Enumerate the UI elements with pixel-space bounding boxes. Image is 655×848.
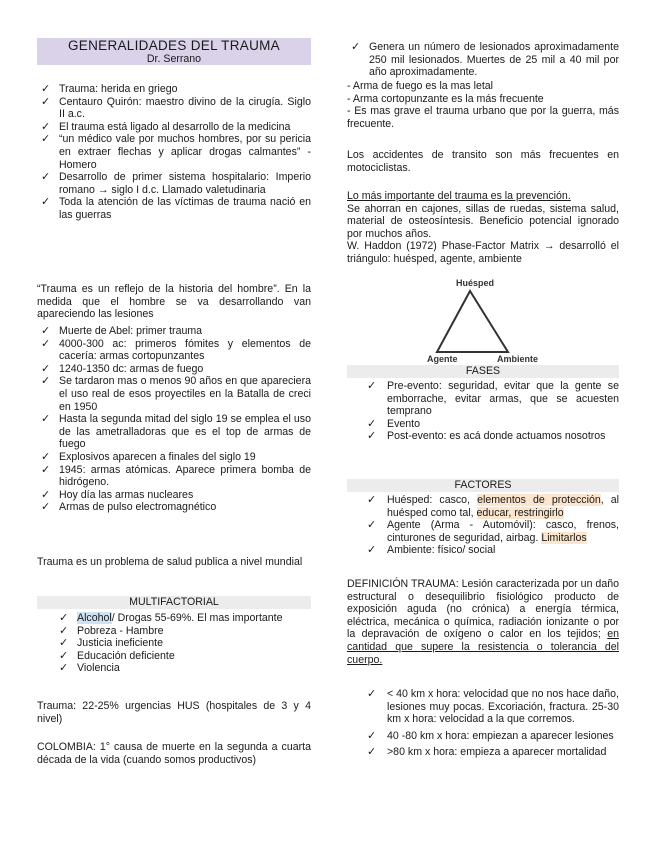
list-item: ✓ >80 km x hora: empieza a aparecer mortalidad	[367, 746, 607, 759]
checkmark-icon: ✓	[41, 120, 51, 133]
page-title: GENERALIDADES DEL TRAUMA	[67, 38, 280, 53]
factores-header: FACTORES	[347, 479, 619, 492]
highlighted-text: educar, restringirlo	[476, 506, 564, 519]
list-item: ✓ Explosivos aparecen a finales del siglo 19	[41, 450, 256, 463]
checkmark-icon: ✓	[41, 95, 51, 108]
checkmark-icon: ✓	[41, 488, 51, 501]
list-item: ✓ 1240-1350 dc: armas de fuego	[41, 362, 204, 375]
list-item: ✓ Post-evento: es acá donde actuamos nosotros	[367, 430, 606, 443]
list-item: ✓ Ambiente: físico/ social	[367, 544, 496, 557]
history-list	[37, 325, 311, 514]
list-item: ✓ Trauma: herida en griego	[41, 83, 178, 95]
checkmark-icon: ✓	[41, 196, 51, 209]
public-health-paragraph: Trauma es un problema de salud publica a nivel mundial	[37, 556, 303, 568]
prevention-section	[347, 190, 619, 266]
list-item: ✓ Evento	[367, 417, 420, 430]
urgencias-paragraph: Trauma: 22-25% urgencias HUS (hospitales de 3 y 4 nivel)	[37, 700, 311, 725]
weapon-notes	[347, 80, 619, 130]
checkmark-icon: ✓	[41, 501, 51, 514]
intro-list	[37, 83, 311, 222]
list-item: ✓ Hoy día las armas nucleares	[41, 488, 194, 501]
list-item: ✓ Justicia ineficiente	[59, 637, 163, 650]
checkmark-icon: ✓	[59, 612, 69, 624]
note-line: - Arma de fuego es la mas letal	[347, 80, 494, 92]
checkmark-icon: ✓	[367, 519, 377, 532]
checkmark-icon: ✓	[59, 624, 69, 637]
checkmark-icon: ✓	[367, 380, 377, 392]
checkmark-icon: ✓	[367, 729, 377, 742]
list-item: ✓ Violencia	[59, 662, 120, 675]
checkmark-icon: ✓	[41, 133, 51, 146]
list-item: ✓ “un médico vale por muchos hombres, por su pericia en extraer flechas y aplicar drogas calmantes” -Homero	[41, 133, 311, 171]
list-item: ✓ 40 -80 km x hora: empiezan a aparecer lesiones	[367, 729, 614, 742]
accidents-paragraph: Los accidentes de transito son más frecuentes en motociclistas.	[347, 149, 619, 174]
checkmark-icon: ✓	[59, 649, 69, 662]
list-item: ✓ Pobreza - Hambre	[59, 624, 164, 637]
list-item: ✓ Alcohol/ Drogas 55-69%. El mas importante	[59, 612, 283, 624]
factores-list	[347, 494, 619, 557]
list-item: ✓ Toda la atención de las víctimas de trauma nació en las guerras	[41, 196, 311, 221]
list-item: ✓ Desarrollo de primer sistema hospitalario: Imperio romano → siglo I d.c. Llamado valetudinaria	[41, 171, 311, 196]
fases-header: FASES	[347, 365, 619, 378]
list-item: ✓ < 40 km x hora: velocidad que no nos hace daño, lesiones muy pocas. Excoriación, fractura. 25-30 km x hora: velocidad a la que corremos.	[367, 688, 619, 726]
highlighted-text: elementos de protección	[477, 494, 601, 506]
prevention-heading: Lo más importante del trauma es la prevención.	[347, 190, 571, 202]
highlighted-text: Limitarlos	[541, 531, 587, 544]
prevention-text: Se ahorran en cajones, sillas de ruedas, sistema salud, material de osteosíntesis. Beneficio potencial ignorado por muchos años.	[347, 202, 619, 240]
list-item: ✓ Armas de pulso electromagnético	[41, 501, 217, 514]
checkmark-icon: ✓	[41, 337, 51, 350]
list-item: ✓ Huésped: casco, elementos de protección, al huésped como tal, educar, restringirlo	[367, 494, 619, 519]
checkmark-icon: ✓	[41, 413, 51, 426]
checkmark-icon: ✓	[41, 463, 51, 476]
checkmark-icon: ✓	[367, 494, 377, 506]
list-item: ✓ 1945: armas atómicas. Aparece primera bomba de hidrógeno.	[41, 463, 311, 489]
checkmark-icon: ✓	[41, 362, 51, 375]
highlighted-text: Alcohol	[77, 612, 112, 624]
list-item: ✓ Hasta la segunda mitad del siglo 19 se emplea el uso de las ametralladoras que es el top de armas de fuego	[41, 413, 311, 451]
list-item: ✓ Agente (Arma - Automóvil): casco, frenos, cinturones de seguridad, airbag. Limitarlos	[367, 519, 619, 544]
document-header	[37, 38, 311, 65]
checkmark-icon: ✓	[41, 450, 51, 463]
list-item: ✓ Pre-evento: seguridad, evitar que la gente se emborrache, evitar armas, que se acuesten temprano	[367, 380, 619, 418]
triangle-label-agente: Agente	[427, 354, 458, 364]
underlined-text: en cantidad que supere la resistencia o tolerancia del cuerpo.	[347, 628, 619, 666]
checkmark-icon: ✓	[59, 637, 69, 650]
list-item: ✓ Genera un número de lesionados aproximadamente 250 mil lesionados. Muertes de 25 mil a 40 mil por año aproximadamente.	[351, 41, 619, 79]
triangle-label-huesped: Huésped	[456, 278, 495, 288]
checkmark-icon: ✓	[41, 325, 51, 337]
triangle-shape	[437, 291, 508, 352]
checkmark-icon: ✓	[367, 688, 377, 700]
multifactorial-header: MULTIFACTORIAL	[37, 596, 311, 609]
author: Dr. Serrano	[146, 53, 202, 65]
note-line: - Arma cortopunzante es la más frecuente	[347, 92, 544, 105]
checkmark-icon: ✓	[351, 41, 361, 53]
haddon-triangle	[347, 276, 619, 364]
checkmark-icon: ✓	[367, 544, 377, 557]
list-item: ✓ Se tardaron mas o menos 90 años en que apareciera el uso real de esos proyectiles en la Batalla de creci en 1950	[41, 375, 311, 413]
checkmark-icon: ✓	[59, 662, 69, 675]
definicion-paragraph: DEFINICIÓN TRAUMA: Lesión caracterizada por un daño estructural o desequilibrio fisiológico producto de exposición aguda (no crónica) a energía térmica, eléctrica, mecánica o química, radiación ionizante o por la depravación de oxígeno o calor en los tejidos; en cantidad que supere la resistencia o tolerancia del cuerpo.	[347, 578, 619, 666]
list-item: ✓ Muerte de Abel: primer trauma	[41, 325, 203, 337]
haddon-text: W. Haddon (1972) Phase-Factor Matrix → desarrolló el triángulo: huésped, agente, ambiente	[347, 240, 619, 265]
history-paragraph: “Trauma es un reflejo de la historia del hombre”. En la medida que el hombre se va desarrollando van apareciendo las lesiones	[37, 283, 311, 321]
list-item: ✓ 4000-300 ac: primeros fómites y elementos de cacería: armas cortopunzantes	[41, 337, 311, 363]
list-item: ✓ Centauro Quirón: maestro divino de la cirugía. Siglo II a.c.	[41, 95, 311, 121]
list-item: ✓ El trauma está ligado al desarrollo de la medicina	[41, 120, 291, 133]
multifactorial-list	[37, 612, 311, 675]
note-line: - Es mas grave el trauma urbano que por la guerra, más frecuente.	[347, 105, 619, 130]
checkmark-icon: ✓	[367, 417, 377, 430]
colombia-paragraph: COLOMBIA: 1° causa de muerte en la segunda a cuarta década de la vida (cuando somos productivos)	[37, 741, 311, 766]
fases-list	[347, 380, 619, 443]
checkmark-icon: ✓	[41, 83, 51, 95]
list-item: ✓ Educación deficiente	[59, 649, 175, 662]
checkmark-icon: ✓	[367, 430, 377, 443]
triangle-label-ambiente: Ambiente	[497, 354, 539, 364]
velocidades-list	[347, 688, 619, 759]
checkmark-icon: ✓	[367, 746, 377, 759]
checkmark-icon: ✓	[41, 375, 51, 388]
lesionados-list	[347, 41, 619, 79]
checkmark-icon: ✓	[41, 171, 51, 184]
